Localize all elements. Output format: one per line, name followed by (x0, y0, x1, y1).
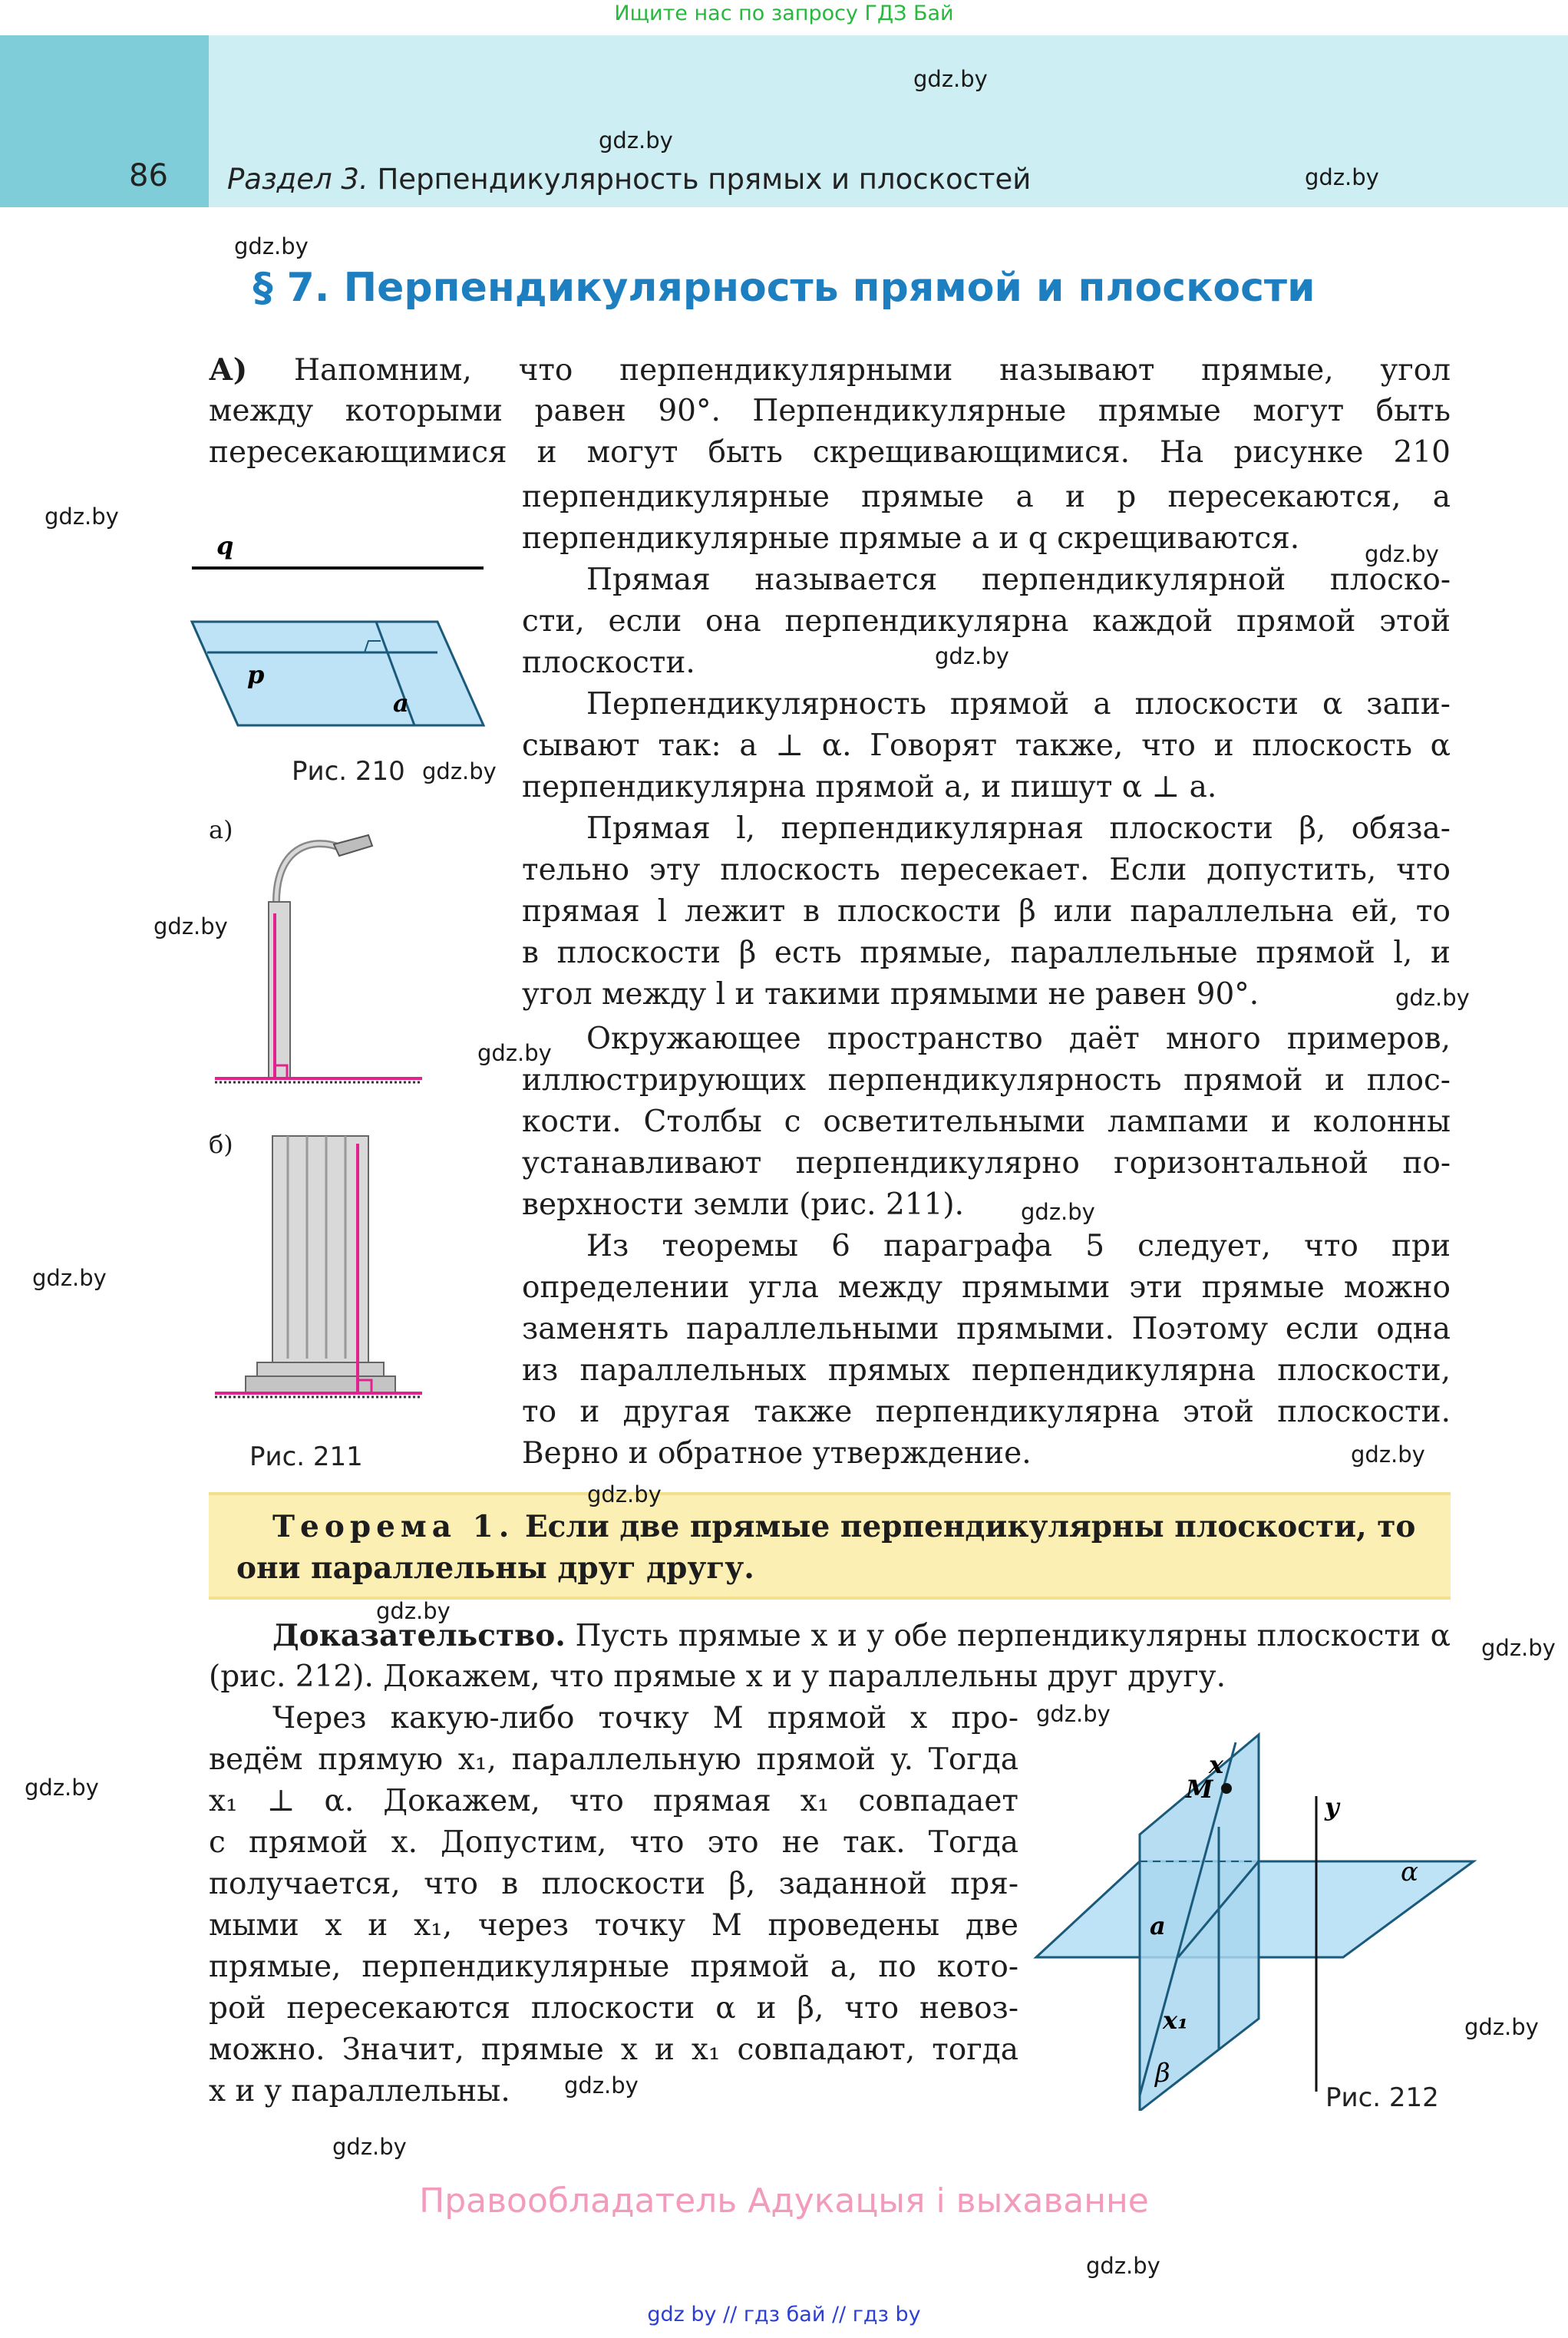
caption-fig211: Рис. 211 (249, 1441, 363, 1472)
text-line: перпендикулярна прямой a, и пишут α ⊥ a. (522, 770, 1217, 804)
text-line: сти, если она перпендикулярна каждой прямой этой (522, 604, 1451, 639)
figure-212 (1028, 1712, 1489, 2111)
lamp-arm (276, 844, 342, 906)
text-line: Прямая l, перпендикулярная плоскости β, обяза- (586, 811, 1451, 846)
text-line: устанавливают перпендикулярно горизонтальной по- (522, 1146, 1451, 1181)
text-line: заменять параллельными прямыми. Поэтому если одна (522, 1312, 1451, 1346)
label-a: a (1150, 1911, 1166, 1940)
figure-211b (207, 1128, 430, 1412)
footer-links[interactable]: gdz by // гдз бай // гдз by (647, 2303, 921, 2326)
watermark: gdz.by (1395, 985, 1470, 1011)
theorem-line: Теорема 1. Если две прямые перпендикулярны плоскости, то (272, 1509, 1416, 1544)
watermark: gdz.by (1036, 1701, 1111, 1727)
watermark: gdz.by (1365, 541, 1439, 567)
caption-fig212: Рис. 212 (1325, 2082, 1439, 2113)
text-line: верхности земли (рис. 211). (522, 1187, 964, 1222)
label-fig211b: б) (209, 1130, 233, 1159)
text-line: пересекающимися и могут быть скрещивающимися. На рисунке 210 (209, 435, 1451, 470)
watermark: gdz.by (376, 1598, 451, 1624)
column-plinth (246, 1376, 395, 1393)
watermark: gdz.by (913, 66, 988, 92)
text-line: рой пересекаются плоскости α и β, что невоз- (209, 1991, 1018, 2026)
watermark: gdz.by (564, 2072, 639, 2099)
text-line: Окружающее пространство даёт много примеров, (586, 1022, 1451, 1056)
page-title: § 7. Перпендикулярность прямой и плоскости (253, 265, 1315, 311)
label-q: q (216, 531, 234, 560)
label-a: a (393, 689, 409, 718)
text-line: x₁ ⊥ α. Докажем, что прямая x₁ совпадает (209, 1784, 1018, 1818)
point-M (1221, 1783, 1232, 1794)
text-line: из параллельных прямых перпендикулярна плоскости, (522, 1353, 1451, 1388)
text-line: то и другая также перпендикулярна этой плоскости. (522, 1395, 1451, 1429)
theorem-label: Теорема 1. (272, 1509, 515, 1544)
text-line: Через какую-либо точку M прямой x про- (272, 1701, 1018, 1735)
text-line: плоскости. (522, 646, 695, 680)
watermark: gdz.by (25, 1775, 99, 1801)
text-line: определении угла между прямыми эти прямые можно (522, 1270, 1451, 1305)
theorem-border-top (209, 1492, 1451, 1495)
text-line: прямые, перпендикулярные прямой a, по кото- (209, 1950, 1018, 1984)
watermark: gdz.by (1351, 1441, 1425, 1468)
text-line: с прямой x. Допустим, что это не так. Тогда (209, 1825, 1018, 1860)
label-alpha: α (1401, 1857, 1418, 1887)
watermark: gdz.by (1021, 1199, 1095, 1225)
text-line: получается, что в плоскости β, заданной пря- (209, 1867, 1018, 1901)
text-line: иллюстрирующих перпендикулярность прямой и плос- (522, 1063, 1451, 1098)
text-line: Верно и обратное утверждение. (522, 1436, 1032, 1471)
page-number: 86 (129, 158, 168, 193)
text-line: кости. Столбы с осветительными лампами и колонны (522, 1105, 1451, 1139)
text-line: Доказательство. Пусть прямые x и y обе перпендикулярны плоскости α (272, 1618, 1451, 1653)
watermark: gdz.by (1464, 2014, 1539, 2040)
text-line: перпендикулярные прямые a и p пересекаются, а (522, 480, 1451, 514)
section-label: Раздел 3. (227, 163, 368, 196)
label-p: p (247, 660, 265, 689)
text-line: сывают так: a ⊥ α. Говорят также, что и плоскость α (522, 728, 1451, 763)
text-line: Перпендикулярность прямой a плоскости α запи- (586, 687, 1451, 722)
watermark: gdz.by (1481, 1635, 1556, 1661)
watermark: gdz.by (45, 504, 119, 530)
figure-211a (207, 814, 430, 1113)
paragraph-marker: А) (209, 352, 248, 388)
label-x1: x₁ (1163, 2006, 1189, 2035)
label-beta: β (1155, 2058, 1170, 2089)
label-x: x (1209, 1750, 1224, 1779)
figure-210 (184, 522, 491, 745)
text-line: А) Напомним, что перпендикулярными называют прямые, угол (209, 352, 1451, 388)
watermark: gdz.by (1086, 2253, 1160, 2279)
watermark: gdz.by (234, 233, 309, 259)
text-line: ведём прямую x₁, параллельную прямой y. Тогда (209, 1742, 1018, 1777)
text-line: Из теоремы 6 параграфа 5 следует, что при (586, 1229, 1451, 1263)
running-header (227, 163, 1031, 196)
text-line: тельно эту плоскость пересекает. Если допустить, что (522, 853, 1451, 887)
caption-fig210: Рис. 210 (292, 756, 405, 787)
lamp-post (269, 902, 290, 1078)
text-line: (рис. 212). Докажем, что прямые x и y параллельны друг другу. (209, 1659, 1226, 1694)
text-line: можно. Значит, прямые x и x₁ совпадают, тогда (209, 2033, 1018, 2067)
watermark: gdz.by (477, 1040, 552, 1066)
text-line: мыми x и x₁, через точку M проведены две (209, 1908, 1018, 1943)
watermark: gdz.by (332, 2134, 407, 2160)
text-line: между которыми равен 90°. Перпендикулярные прямые могут быть (209, 394, 1451, 428)
text-line: x и y параллельны. (209, 2074, 510, 2108)
text-line: в плоскости β есть прямые, параллельные прямой l, и (522, 936, 1451, 970)
top-note: Ищите нас по запросу ГДЗ Бай (614, 2, 954, 25)
proof-label: Доказательство. (272, 1618, 566, 1653)
text-line: угол между l и такими прямыми не равен 90°. (522, 977, 1259, 1012)
watermark: gdz.by (599, 127, 673, 154)
lamp-head (334, 835, 372, 856)
label-y: y (1325, 1792, 1339, 1821)
theorem-line: они параллельны друг другу. (236, 1550, 754, 1586)
text-line: Прямая называется перпендикулярной плоско- (586, 563, 1451, 597)
column-base (257, 1362, 384, 1376)
watermark: gdz.by (587, 1481, 662, 1507)
watermark: gdz.by (153, 913, 228, 939)
text-line: прямая l лежит в плоскости β или параллельна ей, то (522, 894, 1451, 929)
header-band-left (0, 35, 209, 207)
label-fig211a: а) (209, 815, 233, 844)
label-M: M (1186, 1775, 1213, 1804)
watermark: gdz.by (935, 643, 1009, 669)
watermark: gdz.by (1305, 164, 1379, 190)
plane-fig210 (192, 622, 484, 725)
watermark: gdz.by (32, 1265, 107, 1291)
lamp-arm-highlight (276, 844, 342, 906)
section-title: Перпендикулярность прямых и плоскостей (377, 163, 1032, 196)
text-line: перпендикулярные прямые a и q скрещиваются. (522, 521, 1300, 556)
copyright-owner: Правообладатель Адукацыя і выхаванне (419, 2181, 1149, 2221)
watermark: gdz.by (422, 758, 497, 784)
